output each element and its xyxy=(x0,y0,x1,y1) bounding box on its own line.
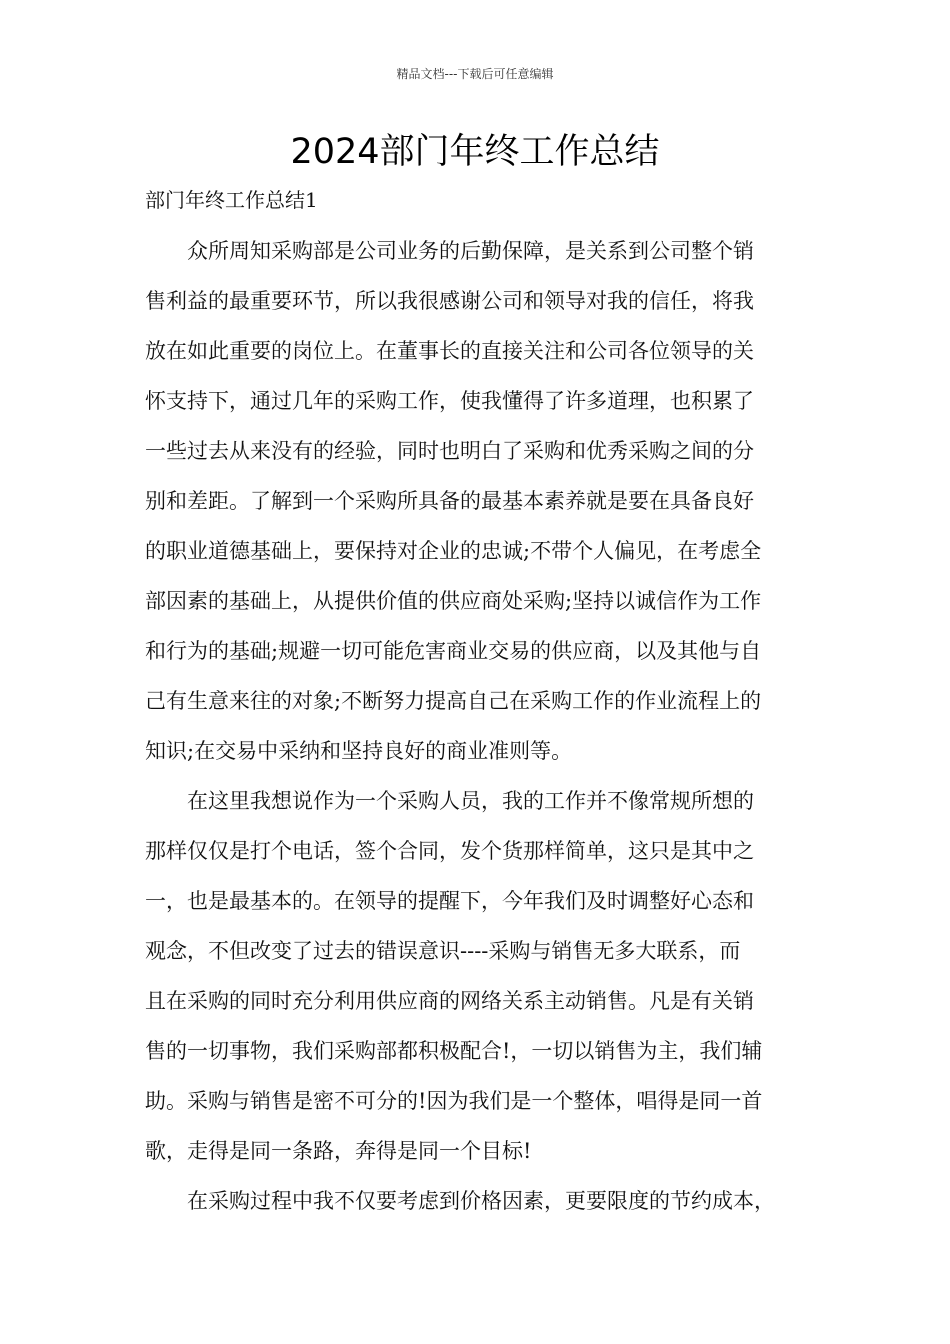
text-line: 售利益的最重要环节，所以我很感谢公司和领导对我的信任，将我 xyxy=(145,289,754,313)
document-title: 2024部门年终工作总结 xyxy=(290,132,660,172)
text-line: 别和差距。了解到一个采购所具备的最基本素养就是要在具备良好 xyxy=(145,489,754,513)
paragraph-1 xyxy=(145,226,815,776)
page-header-note: 精品文档---下载后可任意编辑 xyxy=(396,67,554,81)
text-line: 知识;在交易中采纳和坚持良好的商业准则等。 xyxy=(145,739,573,763)
text-line: 那样仅仅是打个电话，签个合同，发个货那样简单，这只是其中之 xyxy=(145,839,754,863)
text-line: 一，也是最基本的。在领导的提醒下，今年我们及时调整好心态和 xyxy=(145,889,754,913)
text-line: 部因素的基础上，从提供价值的供应商处采购;坚持以诚信作为工作 xyxy=(145,589,762,613)
text-line: 在采购过程中我不仅要考虑到价格因素，更要限度的节约成本， xyxy=(145,1189,775,1213)
text-line: 己有生意来往的对象;不断努力提高自己在采购工作的作业流程上的 xyxy=(145,689,762,713)
text-line: 且在采购的同时充分利用供应商的网络关系主动销售。凡是有关销 xyxy=(145,989,754,1013)
text-line: 歌，走得是同一条路，奔得是同一个目标! xyxy=(145,1139,532,1163)
text-line: 的职业道德基础上，要保持对企业的忠诚;不带个人偏见，在考虑全 xyxy=(145,539,762,563)
text-line: 众所周知采购部是公司业务的后勤保障，是关系到公司整个销 xyxy=(145,239,754,263)
text-line: 助。采购与销售是密不可分的!因为我们是一个整体，唱得是同一首 xyxy=(145,1089,763,1113)
text-line: 和行为的基础;规避一切可能危害商业交易的供应商，以及其他与自 xyxy=(145,639,762,663)
text-line: 怀支持下，通过几年的采购工作，使我懂得了许多道理，也积累了 xyxy=(145,389,754,413)
text-line: 观念，不但改变了过去的错误意识----采购与销售无多大联系，而 xyxy=(145,939,741,963)
paragraph-2 xyxy=(145,776,815,1176)
section-heading: 部门年终工作总结1 xyxy=(145,188,318,212)
paragraph-3 xyxy=(145,1176,815,1226)
text-line: 放在如此重要的岗位上。在董事长的直接关注和公司各位领导的关 xyxy=(145,339,754,363)
text-line: 一些过去从来没有的经验，同时也明白了采购和优秀采购之间的分 xyxy=(145,439,754,463)
text-line: 售的一切事物，我们采购部都积极配合!，一切以销售为主，我们辅 xyxy=(145,1039,763,1063)
text-line: 在这里我想说作为一个采购人员，我的工作并不像常规所想的 xyxy=(145,789,754,813)
